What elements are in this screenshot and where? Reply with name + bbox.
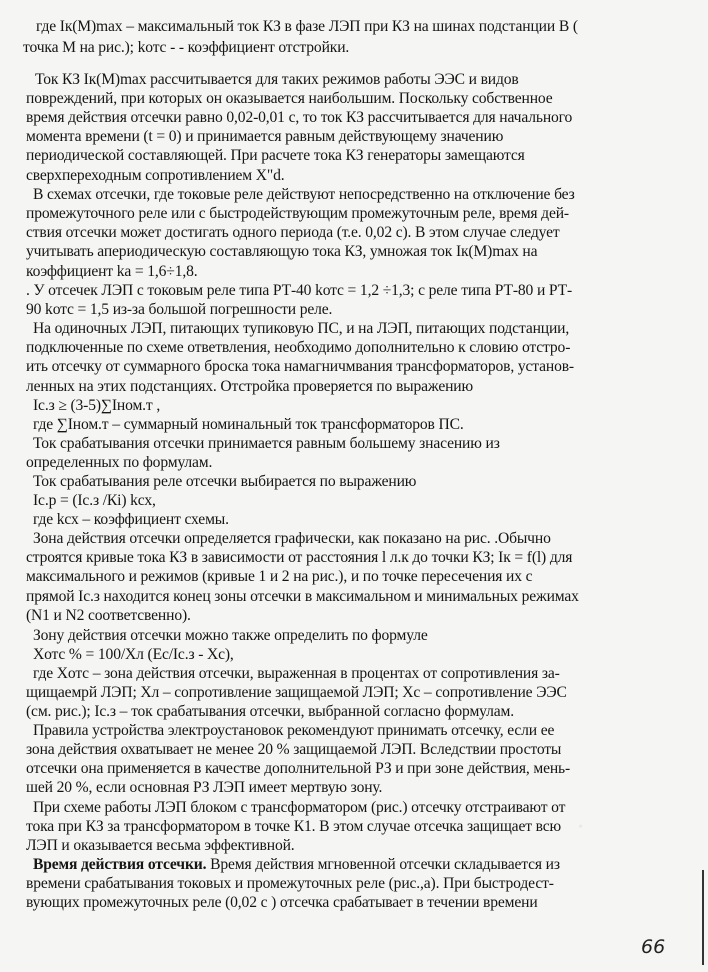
text-line: тока при КЗ за трансформатором в точке К1. В этом случае отсечка защищает всю [26, 817, 562, 835]
text-line: Правила устройства электроустановок рекомендуют принимать отсечку, если ее [33, 722, 555, 740]
text-line: На одиночных ЛЭП, питающих тупиковую ПС, и на ЛЭП, питающих подстанции, [33, 320, 570, 338]
text-line: точка М на рис.); kотс - - коэффициент отстройки. [23, 39, 350, 56]
formula: Iс.з ≥ (3-5)∑Iном.т , [33, 396, 161, 414]
text-line: времени срабатывания токовых и промежуточных реле (рис.,а). При быстродест- [26, 874, 554, 892]
text-line: вующих промежуточных реле (0,02 с ) отсечка срабатывает в течении времени [26, 894, 538, 911]
text-line: где kсх – коэффициент схемы. [33, 511, 229, 529]
text-line: подключенные по схеме ответвления, необходимо дополнительно к словию отстро- [26, 339, 571, 357]
text-line: максимального и режимов (кривые 1 и 2 на рис.), и по точке пересечения их с [26, 568, 533, 586]
text-line: где ∑Iном.т – суммарный номинальный ток трансформаторов ПС. [33, 415, 464, 433]
text-line: Ток срабатывания реле отсечки выбирается по выражению [33, 473, 417, 490]
text-line: определенных по формулам. [26, 453, 213, 471]
text-line: Ток КЗ Iк(М)max рассчитывается для таких режимов работы ЭЭС и видов [35, 71, 519, 88]
page-number: 66 [641, 936, 666, 958]
text-line [33, 855, 560, 875]
section-heading: Время действия отсечки. [33, 855, 207, 873]
text-line: При схеме работы ЛЭП блоком с трансформатором (рис.) отсечку отстраивают от [33, 798, 566, 816]
text-line: 90 kотс = 1,5 из-за большой погрешности реле. [26, 301, 333, 319]
text-line: момента времени (t = 0) и принимается равным действующему значению [26, 128, 504, 146]
text-line: учитывать апериодическую составляющую тока КЗ, умножая ток Iк(М)max на [26, 242, 538, 260]
text-line: ЛЭП и оказывается весьма эффективной. [26, 836, 295, 854]
text-line: Ток срабатывания отсечки принимается равным большему знасению из [33, 434, 500, 452]
text-line: коэффициент kа = 1,6÷1,8. [26, 262, 198, 280]
text-line: . У отсечек ЛЭП с токовым реле типа РТ-40 kотс = 1,2 ÷1,3; с реле типа РТ-80 и РТ- [26, 282, 573, 299]
text-line: повреждений, при которых он оказывается наибольшим. Поскольку собственное [26, 90, 553, 108]
text-line: (N1 и N2 соответсвенно). [26, 606, 191, 624]
text-line: строятся кривые тока КЗ в зависимости от расстояния l л.к до точки КЗ; Iк = f(l) для [26, 549, 573, 567]
formula: Iс.р = (Iс.з /Кi) kсх, [33, 492, 156, 509]
text-line: ить отсечку от суммарного броска тока намагничмвания трансформаторов, установ- [26, 358, 574, 376]
text-line: отсечки она применяется в качестве дополнительной РЗ и при зоне действия, мень- [26, 760, 571, 778]
text-line: Зона действия отсечки определяется графически, как показано на рис. .Обычно [33, 530, 551, 548]
text-line: (см. рис.); Iс.з – ток срабатывания отсечки, выбранной согласно формулам. [26, 703, 515, 720]
text-line: прямой Iс.з находится конец зоны отсечки в максимальном и минимальных режимах [26, 587, 579, 605]
text-line: В схемах отсечки, где токовые реле действуют непосредственно на отключение без [33, 185, 575, 203]
scan-edge-line [702, 870, 704, 965]
text-line: щищаемрй ЛЭП; Xл – сопротивление защищаемой ЛЭП; Xc – сопротивление ЭЭС [26, 683, 567, 701]
text-line: ленных на этих подстанциях. Отстройка проверяется по выражению [26, 377, 473, 395]
text-line: промежуточного реле или с быстродействующим промежуточным реле, время дей- [26, 204, 569, 222]
text-line: зона действия охватывает не менее 20 % защищаемой ЛЭП. Вследствии простоты [26, 741, 562, 759]
text-line: где Xотс – зона действия отсечки, выраженная в процентах от сопротивления за- [33, 664, 560, 682]
formula: Xотс % = 100/Xл (Ec/Iс.з - Xc), [33, 645, 234, 663]
text-line: шей 20 %, если основная РЗ ЛЭП имеет мертвую зону. [26, 779, 383, 797]
text-span: Время действия мгновенной отсечки складывается из [206, 855, 560, 873]
text-line: время действия отсечки равно 0,02-0,01 с, то ток КЗ рассчитывается для начального [26, 109, 573, 127]
text-line: периодической составляющей. При расчете тока КЗ генераторы замещаются [26, 147, 525, 165]
text-line: ствия отсечки может достигать одного периода (т.е. 0,02 с). В этом случае следует [26, 223, 560, 241]
text-line: где Iк(М)max – максимальный ток КЗ в фазе ЛЭП при КЗ на шинах подстанции В ( [36, 18, 578, 35]
text-line: сверхпереходным сопротивлением X"d. [26, 166, 285, 184]
text-line: Зону действия отсечки можно также определить по формуле [33, 626, 428, 644]
